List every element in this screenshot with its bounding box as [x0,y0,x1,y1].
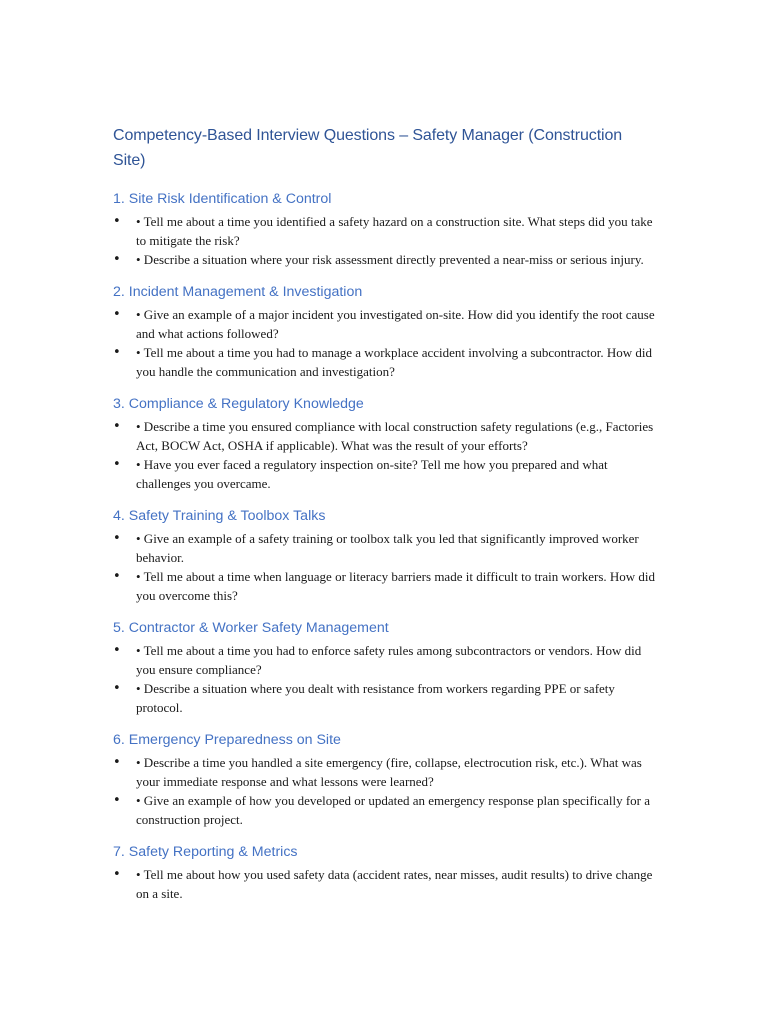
question-text: • Tell me about how you used safety data (accident rates, near misses, audit results) to drive change on a site. [136,867,653,901]
question-text: • Tell me about a time when language or literacy barriers made it difficult to train workers. How did you overcome this? [136,569,656,603]
question-text: • Describe a time you handled a site emergency (fire, collapse, electrocution risk, etc.). What was your immediate response and what lessons were learned? [136,755,642,789]
question-item [113,529,658,567]
question-list [113,212,658,269]
question-text: • Describe a time you ensured compliance with local construction safety regulations (e.g., Factories Act, BOCW Act, OSHA if applicable). What was the result of your efforts? [136,419,654,453]
section-site-risk [113,189,658,269]
document-title: Competency-Based Interview Questions – Safety Manager (Construction Site) [113,127,623,169]
question-text: • Have you ever faced a regulatory inspection on-site? Tell me how you prepared and what challenges you overcame. [136,457,608,491]
question-text: • Tell me about a time you had to manage a workplace accident involving a subcontractor. How did you handle the communication and investigation? [136,345,653,379]
question-item [113,417,658,455]
section-heading: 4. Safety Training & Toolbox Talks [113,508,326,524]
question-text: • Give an example of how you developed or updated an emergency response plan specifically for a construction project. [136,793,651,827]
question-item [113,212,658,250]
bullet-icon: • [113,345,121,360]
question-list [113,305,658,381]
question-item [113,641,658,679]
question-item [113,865,658,903]
question-item [113,250,658,269]
question-item [113,753,658,791]
question-list [113,529,658,605]
bullet-icon: • [113,457,121,472]
section-contractor-safety [113,618,658,717]
question-item [113,455,658,493]
section-compliance [113,394,658,493]
bullet-icon: • [113,252,121,267]
bullet-icon: • [113,643,121,658]
section-heading: 6. Emergency Preparedness on Site [113,732,341,748]
bullet-icon: • [113,569,121,584]
question-text: • Tell me about a time you had to enforce safety rules among subcontractors or vendors. How did you ensure compliance? [136,643,642,677]
bullet-icon: • [113,307,121,322]
question-item [113,305,658,343]
question-text: • Give an example of a safety training or toolbox talk you led that significantly improved worker behavior. [136,531,639,565]
section-safety-training [113,506,658,605]
question-text: • Give an example of a major incident you investigated on-site. How did you identify the root cause and what actions followed? [136,307,655,341]
bullet-icon: • [113,419,121,434]
question-text: • Describe a situation where your risk assessment directly prevented a near-miss or serious injury. [136,252,644,267]
section-heading: 1. Site Risk Identification & Control [113,191,332,207]
question-text: • Describe a situation where you dealt with resistance from workers regarding PPE or safety protocol. [136,681,615,715]
bullet-icon: • [113,214,121,229]
bullet-icon: • [113,793,121,808]
section-heading: 5. Contractor & Worker Safety Management [113,620,389,636]
bullet-icon: • [113,867,121,882]
question-list [113,417,658,493]
question-item [113,791,658,829]
section-heading: 2. Incident Management & Investigation [113,284,363,300]
question-text: • Tell me about a time you identified a safety hazard on a construction site. What steps did you take to mitigate the risk? [136,214,653,248]
bullet-icon: • [113,531,121,546]
section-incident-management [113,282,658,381]
bullet-icon: • [113,755,121,770]
section-heading: 3. Compliance & Regulatory Knowledge [113,396,364,412]
question-item [113,679,658,717]
section-safety-reporting [113,842,658,903]
question-item [113,567,658,605]
question-list [113,865,658,903]
bullet-icon: • [113,681,121,696]
section-heading: 7. Safety Reporting & Metrics [113,844,298,860]
question-list [113,753,658,829]
question-item [113,343,658,381]
section-emergency-preparedness [113,730,658,829]
question-list [113,641,658,717]
